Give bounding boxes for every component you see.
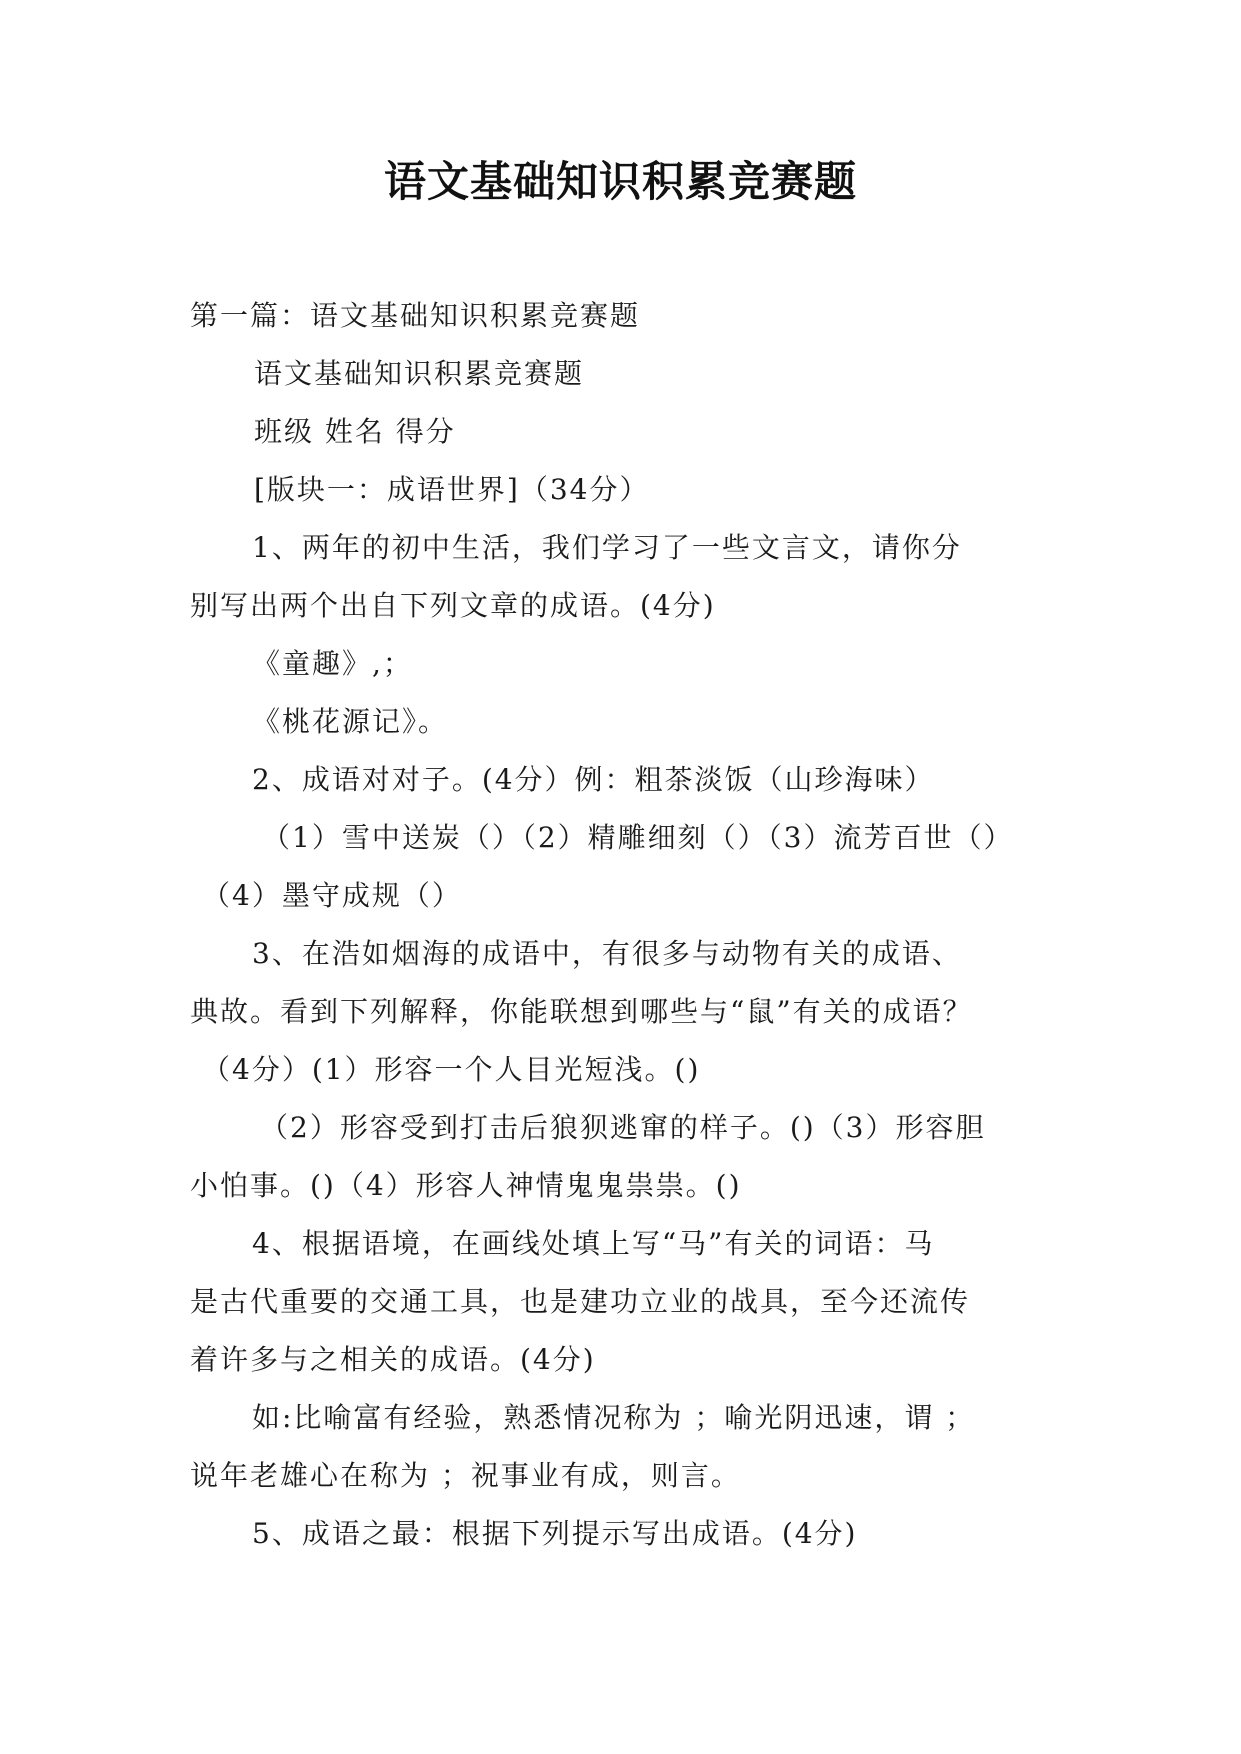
question-line: 着许多与之相关的成语。(4分) (190, 1343, 596, 1376)
document-title: 语文基础知识积累竞赛题 (383, 157, 857, 206)
question-line: 《童趣》,； (252, 647, 413, 680)
question-line: 4、根据语境，在画线处填上写“马”有关的词语：马 (252, 1227, 935, 1260)
info-fields-line: 班级 姓名 得分 (254, 415, 456, 448)
question-line: （2）形容受到打击后狼狈逃窜的样子。()（3）形容胆 (260, 1111, 986, 1144)
question-line: （1）雪中送炭（）（2）精雕细刻（）（3）流芳百世（） (262, 821, 1014, 854)
question-line: 别写出两个出自下列文章的成语。(4分) (190, 589, 716, 622)
subtitle-line: 语文基础知识积累竞赛题 (254, 357, 585, 390)
question-line: 5、成语之最：根据下列提示写出成语。(4分) (252, 1517, 858, 1550)
question-line: 小怕事。()（4）形容人神情鬼鬼祟祟。() (190, 1169, 742, 1202)
question-line: 是古代重要的交通工具，也是建功立业的战具，至今还流传 (190, 1285, 971, 1318)
section-heading: 第一篇：语文基础知识积累竞赛题 (190, 299, 641, 332)
block-heading: [版块一：成语世界]（34分） (254, 473, 650, 506)
question-line: 2、成语对对子。(4分）例：粗茶淡饭（山珍海味） (252, 763, 935, 796)
question-line: 3、在浩如烟海的成语中，有很多与动物有关的成语、 (252, 937, 962, 970)
question-line: 说年老雄心在称为 ；祝事业有成，则言。 (190, 1459, 741, 1492)
question-line: （4分）(1）形容一个人目光短浅。() (202, 1053, 701, 1086)
question-line: 《桃花源记》。 (252, 705, 449, 738)
question-line: 1、两年的初中生活，我们学习了一些文言文，请你分 (252, 531, 962, 564)
question-line: 如:比喻富有经验，熟悉情况称为 ；喻光阴迅速，谓 ； (252, 1401, 976, 1434)
document-body (190, 287, 1090, 1563)
question-line: 典故。看到下列解释，你能联想到哪些与“鼠”有关的成语？ (190, 995, 973, 1028)
question-line: （4）墨守成规（） (202, 879, 462, 912)
